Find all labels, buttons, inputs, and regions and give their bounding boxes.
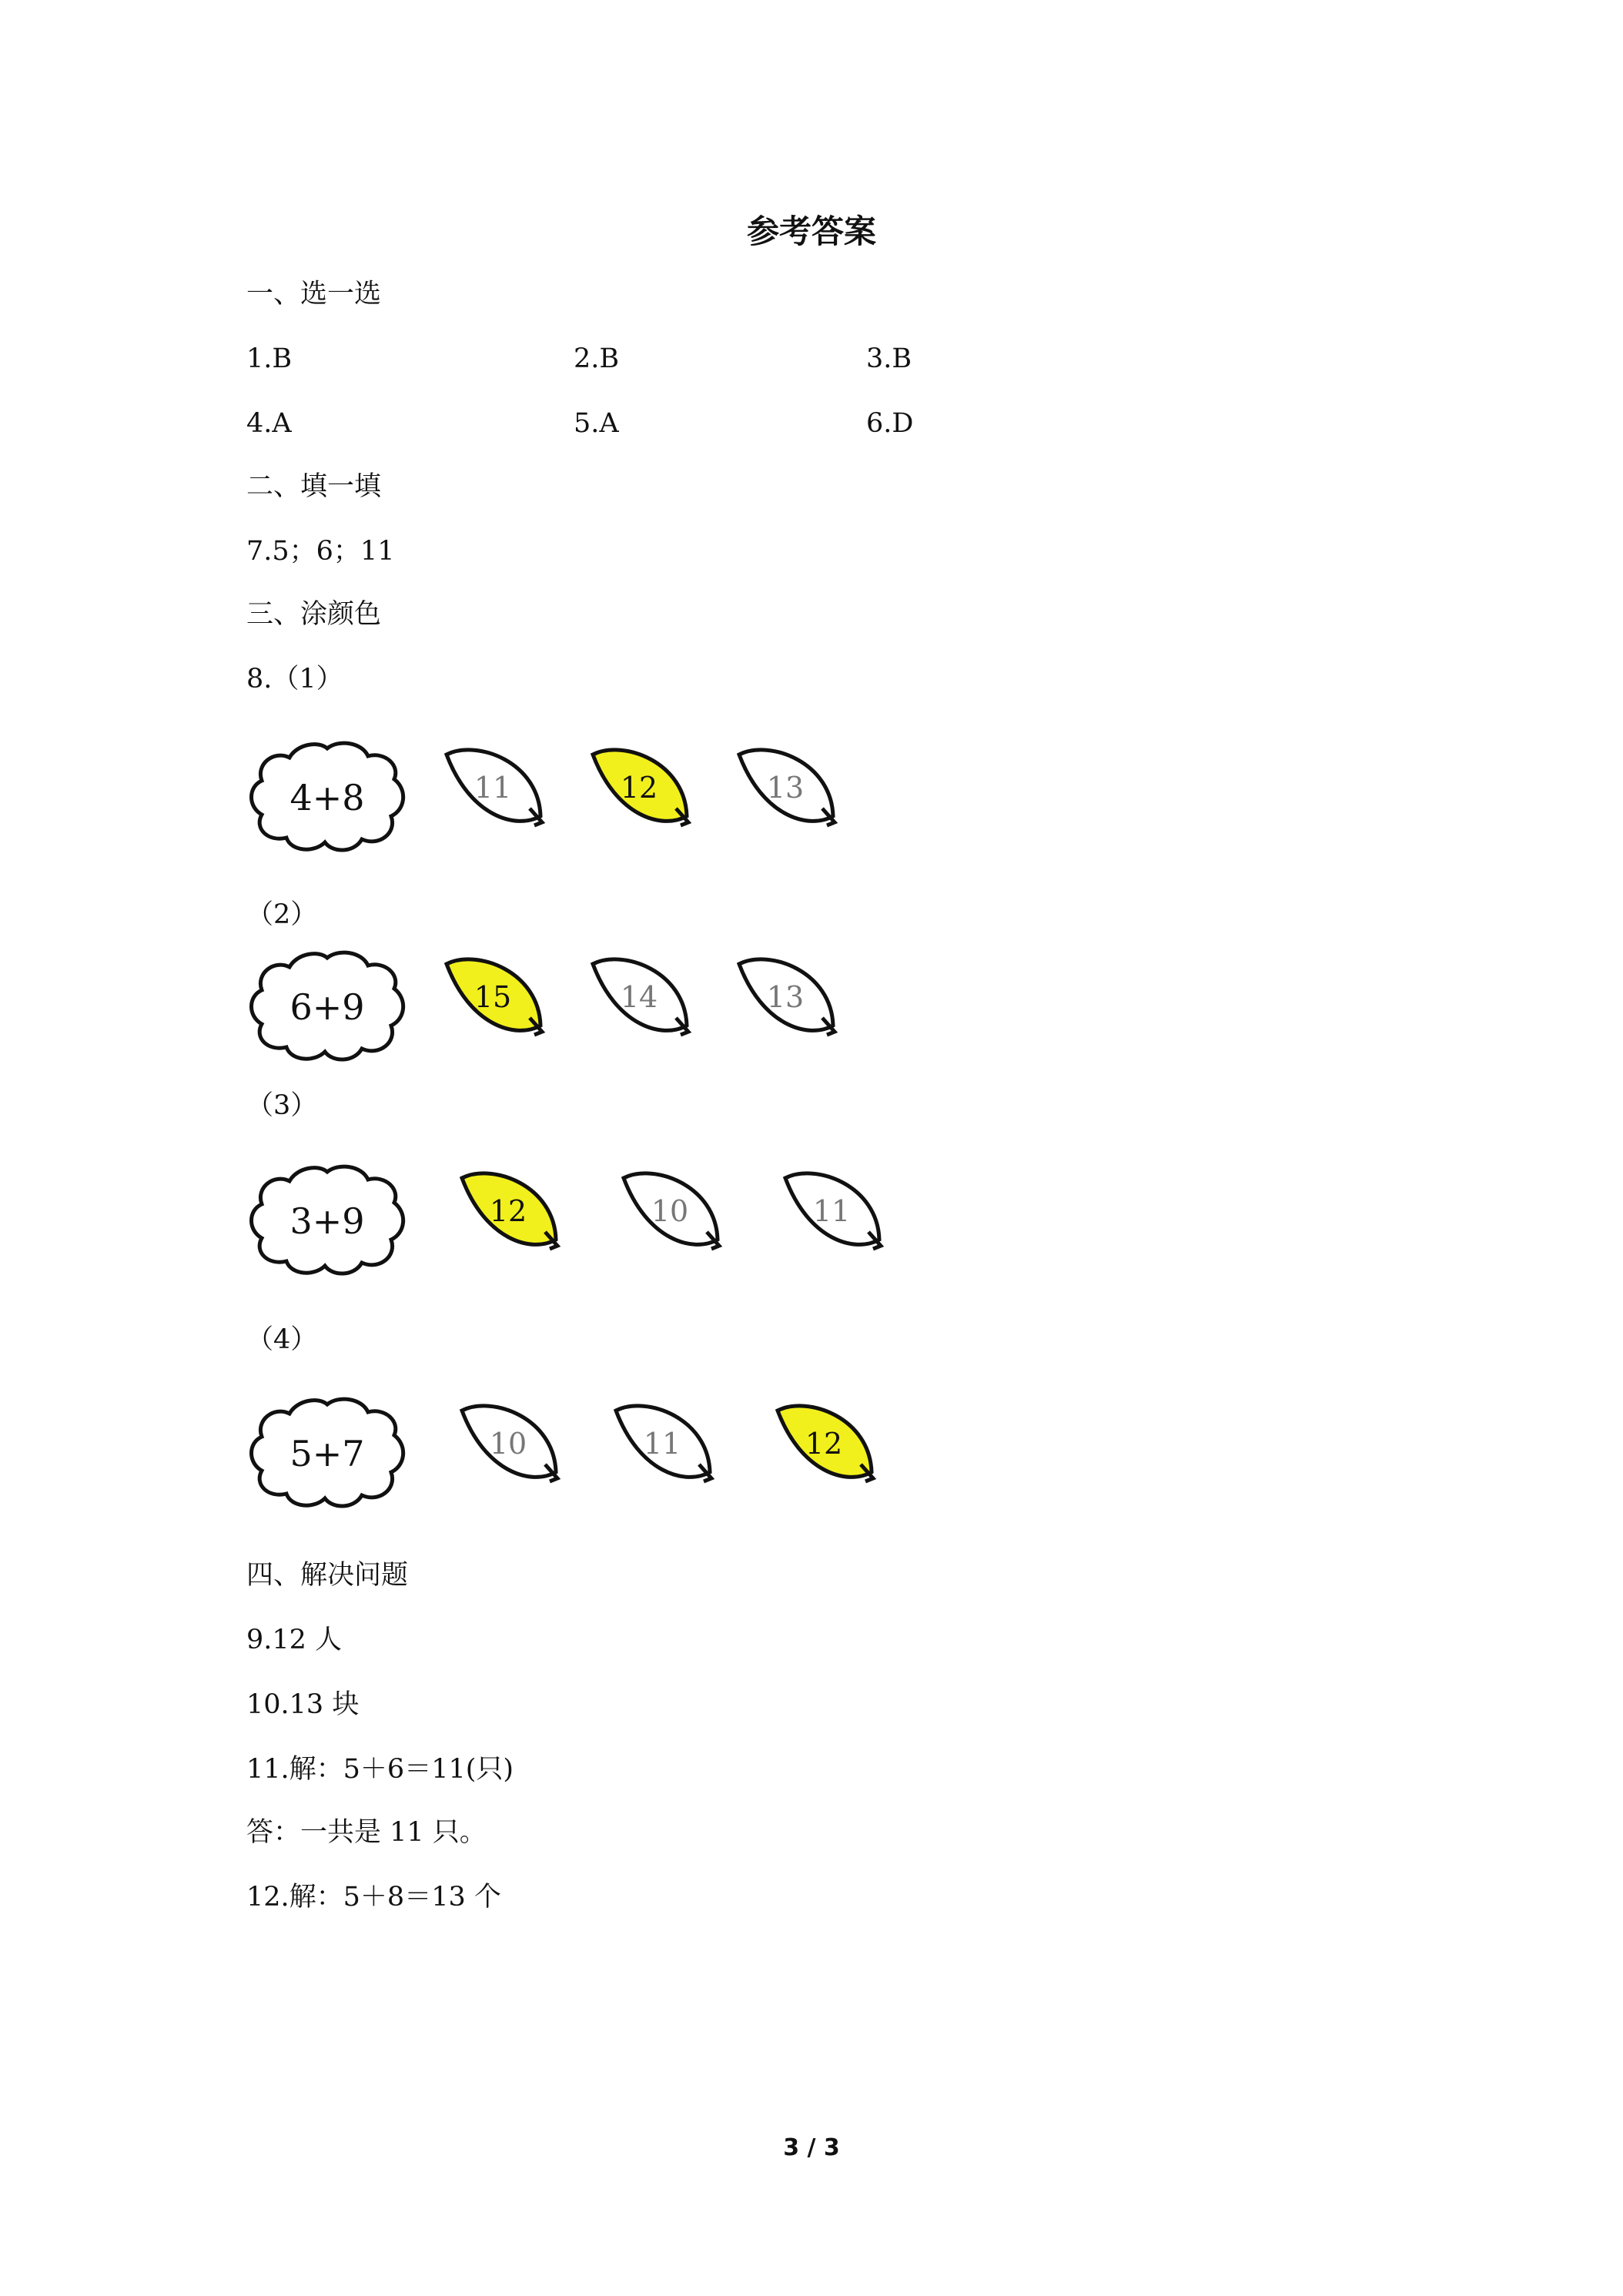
section-fill: 二、填一填 [246,471,382,502]
leaf-icon [731,739,847,839]
answer-6: 6.D [866,408,914,439]
color-row-4 [246,1395,939,1526]
answer-12: 12.解：5＋8＝13 个 [246,1882,501,1913]
leaf-icon [439,739,554,839]
answer-4: 4.A [246,408,292,439]
expression-text: 4+8 [289,777,365,818]
answer-10: 10.13 块 [246,1689,360,1720]
answer-7: 7.5；6；11 [246,536,395,567]
part-2-label: （2） [246,899,318,930]
answer-1: 1.B [246,343,293,374]
part-4-label: （4） [246,1324,318,1355]
cloud-icon [246,949,408,1064]
color-row-1 [246,739,939,870]
leaf-number: 13 [766,980,805,1014]
leaf-icon [778,1163,893,1263]
leaf-number: 11 [474,771,512,805]
answer-3: 3.B [866,343,912,374]
leaf-icon [608,1395,724,1495]
cloud-icon [246,1395,408,1511]
expression-text: 6+9 [289,986,365,1028]
cloud-icon [246,739,408,855]
answer-9: 9.12 人 [246,1625,343,1655]
part-3-label: （3） [246,1090,318,1121]
leaf-number: 15 [474,980,512,1014]
cloud-icon [246,1163,408,1278]
leaf-icon [770,1395,885,1495]
leaf-number: 13 [766,771,805,805]
leaf-number: 12 [489,1194,527,1228]
section-choose: 一、选一选 [246,279,382,310]
page-number: 3 / 3 [783,2134,840,2161]
leaf-number: 12 [805,1427,843,1461]
leaf-icon [454,1395,570,1495]
leaf-number: 10 [651,1194,689,1228]
leaf-icon [454,1163,570,1263]
leaf-icon [585,949,701,1049]
color-row-2 [246,949,939,1079]
expression-text: 5+7 [289,1433,365,1474]
answer-2: 2.B [574,343,620,374]
leaf-icon [731,949,847,1049]
leaf-number: 10 [489,1427,527,1461]
section-solve: 四、解决问题 [246,1560,409,1591]
answer-11-conclusion: 答：一共是 11 只。 [246,1817,487,1848]
answer-5: 5.A [574,408,619,439]
question-8-label: 8.（1） [246,664,343,694]
color-row-3 [246,1163,939,1294]
section-color: 三、涂颜色 [246,599,382,630]
leaf-icon [585,739,701,839]
leaf-number: 11 [812,1194,851,1228]
leaf-icon [439,949,554,1049]
answer-11: 11.解：5＋6＝11(只) [246,1754,514,1785]
leaf-icon [616,1163,731,1263]
leaf-number: 12 [620,771,658,805]
leaf-number: 14 [620,980,658,1014]
expression-text: 3+9 [289,1200,365,1242]
leaf-number: 11 [643,1427,681,1461]
page-title: 参考答案 [746,213,876,250]
